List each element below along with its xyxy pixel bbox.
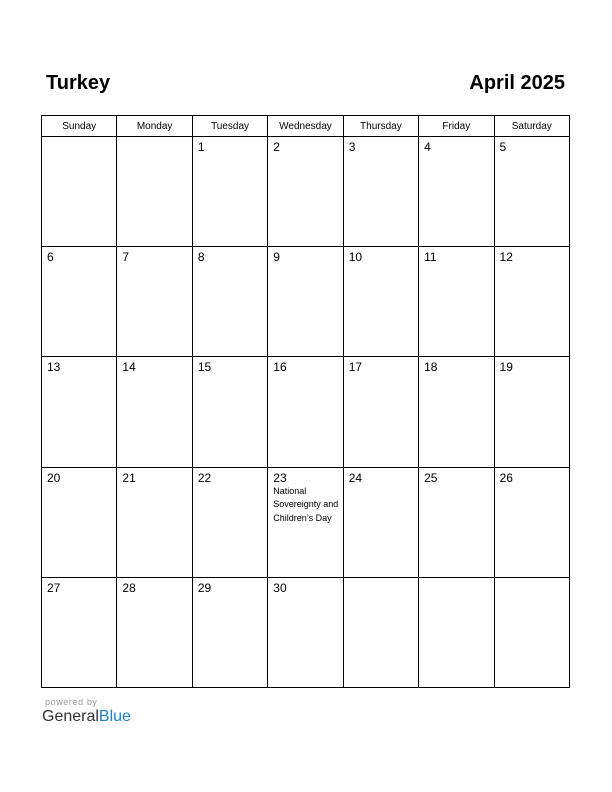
country-title: Turkey bbox=[46, 72, 111, 94]
day-number: 12 bbox=[499, 250, 513, 265]
day-cell bbox=[117, 467, 192, 577]
day-cell bbox=[42, 247, 117, 357]
day-cell bbox=[343, 137, 418, 247]
weekday-header-row bbox=[42, 116, 570, 137]
day-number: 24 bbox=[348, 470, 363, 485]
day-cell bbox=[268, 247, 343, 357]
day-cell bbox=[343, 247, 418, 357]
day-number: 3 bbox=[348, 140, 356, 154]
day-cell bbox=[343, 467, 418, 577]
day-cell bbox=[419, 467, 494, 577]
month-year-title: April 2025 bbox=[469, 72, 565, 94]
day-cell bbox=[117, 577, 192, 687]
day-cell bbox=[192, 247, 267, 357]
day-number: 29 bbox=[197, 580, 212, 595]
logo-blue-text: Blue bbox=[98, 708, 131, 725]
day-number: 15 bbox=[197, 360, 212, 375]
day-number: 30 bbox=[273, 580, 287, 595]
day-number: 28 bbox=[122, 580, 136, 595]
day-cell bbox=[494, 137, 569, 247]
weekday-monday: Monday bbox=[117, 116, 192, 137]
day-number: 17 bbox=[348, 360, 363, 375]
weekday-friday: Friday bbox=[419, 116, 494, 137]
week-row bbox=[42, 247, 570, 357]
day-cell bbox=[268, 467, 343, 577]
day-cell bbox=[343, 357, 418, 467]
day-number: 4 bbox=[424, 140, 431, 154]
day-cell bbox=[268, 357, 343, 467]
day-cell bbox=[42, 467, 117, 577]
day-number: 11 bbox=[424, 250, 437, 265]
day-cell bbox=[192, 467, 267, 577]
day-number: 2 bbox=[273, 140, 280, 154]
day-number: 9 bbox=[273, 250, 280, 265]
day-number: 10 bbox=[348, 250, 363, 265]
weekday-tuesday: Tuesday bbox=[192, 116, 267, 137]
day-number: 19 bbox=[499, 360, 513, 375]
day-cell bbox=[192, 137, 267, 247]
week-row bbox=[42, 577, 570, 687]
day-number: 18 bbox=[424, 360, 438, 375]
day-cell bbox=[268, 577, 343, 687]
day-cell bbox=[42, 577, 117, 687]
day-number bbox=[495, 578, 569, 581]
day-number: 20 bbox=[47, 470, 61, 485]
day-number bbox=[344, 578, 418, 581]
week-row bbox=[42, 467, 570, 577]
weekday-wednesday: Wednesday bbox=[268, 116, 343, 137]
day-number: 27 bbox=[47, 580, 61, 595]
day-number: 26 bbox=[499, 470, 513, 485]
day-number: 8 bbox=[197, 250, 205, 265]
week-row bbox=[42, 137, 570, 247]
day-cell bbox=[117, 137, 192, 247]
day-number: 22 bbox=[197, 470, 212, 485]
day-number: 1 bbox=[197, 140, 205, 154]
day-cell bbox=[268, 137, 343, 247]
day-number: 23 bbox=[273, 470, 287, 485]
day-number: 14 bbox=[122, 360, 136, 375]
day-cell bbox=[494, 247, 569, 357]
day-cell bbox=[192, 577, 267, 687]
day-cell bbox=[42, 137, 117, 247]
day-cell bbox=[494, 577, 569, 687]
day-cell bbox=[419, 577, 494, 687]
day-number: 21 bbox=[122, 470, 136, 485]
day-number: 13 bbox=[47, 360, 61, 375]
holiday-label: National Sovereignty and Children’s Day bbox=[273, 485, 339, 523]
day-number: 25 bbox=[424, 470, 438, 485]
day-number bbox=[419, 578, 493, 581]
day-cell bbox=[419, 247, 494, 357]
weekday-thursday: Thursday bbox=[343, 116, 418, 137]
day-number: 5 bbox=[499, 140, 507, 154]
day-cell bbox=[117, 247, 192, 357]
day-cell bbox=[494, 357, 569, 467]
logo-general-text: General bbox=[42, 708, 99, 725]
day-number: 16 bbox=[273, 360, 287, 375]
day-number bbox=[42, 137, 116, 140]
day-cell bbox=[419, 137, 494, 247]
weekday-saturday: Saturday bbox=[494, 116, 569, 137]
generalblue-logo bbox=[42, 708, 131, 726]
day-cell bbox=[343, 577, 418, 687]
week-row bbox=[42, 357, 570, 467]
powered-by-text: powered by bbox=[45, 697, 98, 707]
day-number: 6 bbox=[47, 250, 54, 265]
calendar-grid bbox=[41, 115, 570, 688]
day-cell bbox=[419, 357, 494, 467]
day-cell bbox=[192, 357, 267, 467]
day-number bbox=[117, 137, 191, 140]
weekday-sunday: Sunday bbox=[42, 116, 117, 137]
day-cell bbox=[42, 357, 117, 467]
day-cell bbox=[494, 467, 569, 577]
day-number: 7 bbox=[122, 250, 130, 265]
day-cell bbox=[117, 357, 192, 467]
